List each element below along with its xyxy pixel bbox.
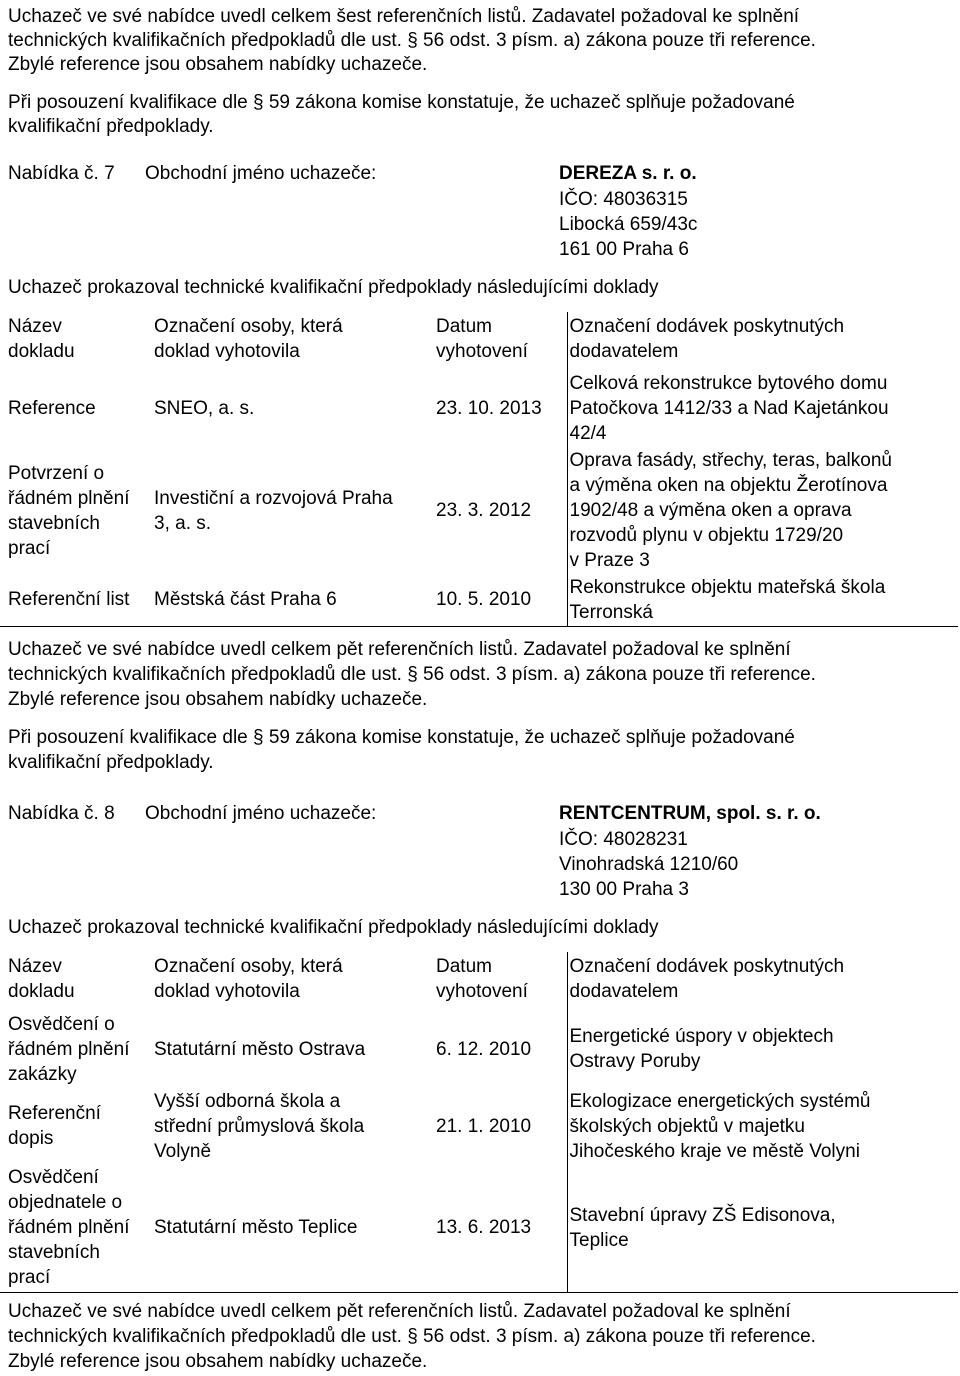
header-issuer: Označení osoby, která doklad vyhotovila <box>154 316 343 362</box>
table-header-row <box>0 952 958 1010</box>
header-document-name: Název dokladu <box>8 956 75 1002</box>
offer7-name-label: Obchodní jméno uchazeče: <box>145 163 377 184</box>
row-document-name: Reference <box>8 398 96 419</box>
row-supplies: Celková rekonstrukce bytového domu Patočkova 1412/33 a Nad Kajetánkou 42/4 <box>567 370 958 447</box>
header-supplies: Označení dodávek poskytnutých dodavatelem <box>567 312 958 370</box>
offer8-references-table <box>0 952 958 1293</box>
row-supplies: Rekonstrukce objektu mateřská škola Terronská <box>567 574 958 626</box>
offer8-company-name: RENTCENTRUM, spol. s. r. o. <box>559 803 821 824</box>
header-date: Datum vyhotovení <box>436 316 528 362</box>
table-row <box>0 1010 958 1088</box>
offer8-city: 130 00 Praha 3 <box>559 879 689 900</box>
row-document-name: Osvědčení objednatele o řádném plnění stavebních prací <box>0 1164 150 1292</box>
header-issuer: Označení osoby, která doklad vyhotovila <box>154 956 343 1002</box>
intro-evaluation-line: Při posouzení kvalifikace dle § 59 zákona komise konstatuje, že uchazeč splňuje požadované <box>8 92 795 113</box>
offer7-proof-intro: Uchazeč prokazoval technické kvalifikační předpoklady následujícími doklady <box>8 277 659 298</box>
offer7-summary-line: Uchazeč ve své nabídce uvedl celkem pět referenčních listů. Zadavatel požadoval ke splnění <box>8 639 791 660</box>
table-row <box>0 370 958 447</box>
table-header-row <box>0 312 958 370</box>
row-document-name: Osvědčení o řádném plnění zakázky <box>8 1013 130 1085</box>
offer7-city: 161 00 Praha 6 <box>559 239 689 260</box>
intro-evaluation-line: kvalifikační předpoklady. <box>8 116 214 137</box>
offer8-name-label: Obchodní jméno uchazeče: <box>145 803 377 824</box>
header-supplies: Označení dodávek poskytnutých dodavatelem <box>567 952 958 1010</box>
row-date: 10. 5. 2010 <box>428 574 567 626</box>
row-issuer: Investiční a rozvojová Praha 3, a. s. <box>154 487 393 534</box>
row-issuer: Vyšší odborná škola a střední průmyslová škola Volyně <box>154 1090 365 1162</box>
offer7-ico: IČO: 48036315 <box>559 189 688 210</box>
row-issuer: Statutární město Ostrava <box>154 1038 366 1060</box>
offer8-summary-line: Uchazeč ve své nabídce uvedl celkem pět referenčních listů. Zadavatel požadoval ke splnění <box>8 1301 791 1322</box>
row-supplies: Ekologizace energetických systémů školských objektů v majetku Jihočeského kraje ve městě Volyni <box>567 1088 958 1164</box>
table-row <box>0 1088 958 1164</box>
row-supplies: Energetické úspory v objektech Ostravy Poruby <box>567 1010 958 1088</box>
offer7-company-name: DEREZA s. r. o. <box>559 163 697 184</box>
row-document-name: Potvrzení o řádném plnění stavebních prací <box>8 462 130 559</box>
offer7-evaluation-line: Při posouzení kvalifikace dle § 59 zákona komise konstatuje, že uchazeč splňuje požadované <box>8 727 795 748</box>
intro-summary-line: Uchazeč ve své nabídce uvedl celkem šest referenčních listů. Zadavatel požadoval ke splnění <box>8 6 800 27</box>
offer7-number: Nabídka č. 7 <box>8 163 115 184</box>
row-date: 13. 6. 2013 <box>428 1164 567 1292</box>
offer8-summary-line: technických kvalifikačních předpokladů dle ust. § 56 odst. 3 písm. a) zákona pouze tři reference. <box>8 1326 816 1347</box>
row-date: 23. 3. 2012 <box>436 500 532 521</box>
offer8-number: Nabídka č. 8 <box>8 803 115 824</box>
row-supplies: Stavební úpravy ZŠ Edisonova, Teplice <box>567 1164 958 1292</box>
row-document-name: Referenční list <box>0 574 150 626</box>
offer7-evaluation-line: kvalifikační předpoklady. <box>8 752 214 773</box>
offer7-references-table <box>0 312 958 627</box>
offer8-proof-intro: Uchazeč prokazoval technické kvalifikační předpoklady následujícími doklady <box>8 917 659 938</box>
offer8-street: Vinohradská 1210/60 <box>559 854 739 875</box>
table-row <box>0 1164 958 1292</box>
offer7-summary-line: Zbylé reference jsou obsahem nabídky uchazeče. <box>8 689 428 710</box>
intro-summary-line: Zbylé reference jsou obsahem nabídky uchazeče. <box>8 54 428 75</box>
row-issuer: Statutární město Teplice <box>150 1164 428 1292</box>
row-issuer: SNEO, a. s. <box>154 398 255 419</box>
offer7-summary-line: technických kvalifikačních předpokladů dle ust. § 56 odst. 3 písm. a) zákona pouze tři reference. <box>8 664 816 685</box>
row-supplies: Oprava fasády, střechy, teras, balkonů a výměna oken na objektu Žerotínova 1902/48 a výměna oken a oprava rozvodů plynu v objektu 1729/20 v Praze 3 <box>567 447 958 574</box>
offer8-ico: IČO: 48028231 <box>559 829 688 850</box>
row-date: 6. 12. 2010 <box>436 1038 532 1060</box>
row-issuer: Městská část Praha 6 <box>150 574 428 626</box>
offer8-summary-line: Zbylé reference jsou obsahem nabídky uchazeče. <box>8 1351 428 1372</box>
offer7-street: Libocká 659/43c <box>559 214 698 235</box>
table-row <box>0 574 958 626</box>
row-date: 21. 1. 2010 <box>436 1115 532 1137</box>
intro-summary-line: technických kvalifikačních předpokladů dle ust. § 56 odst. 3 písm. a) zákona pouze tři reference. <box>8 30 816 51</box>
header-document-name: Název dokladu <box>8 316 75 362</box>
row-date: 23. 10. 2013 <box>436 398 542 419</box>
table-row <box>0 447 958 574</box>
header-date: Datum vyhotovení <box>436 956 528 1002</box>
row-document-name: Referenční dopis <box>8 1103 101 1149</box>
